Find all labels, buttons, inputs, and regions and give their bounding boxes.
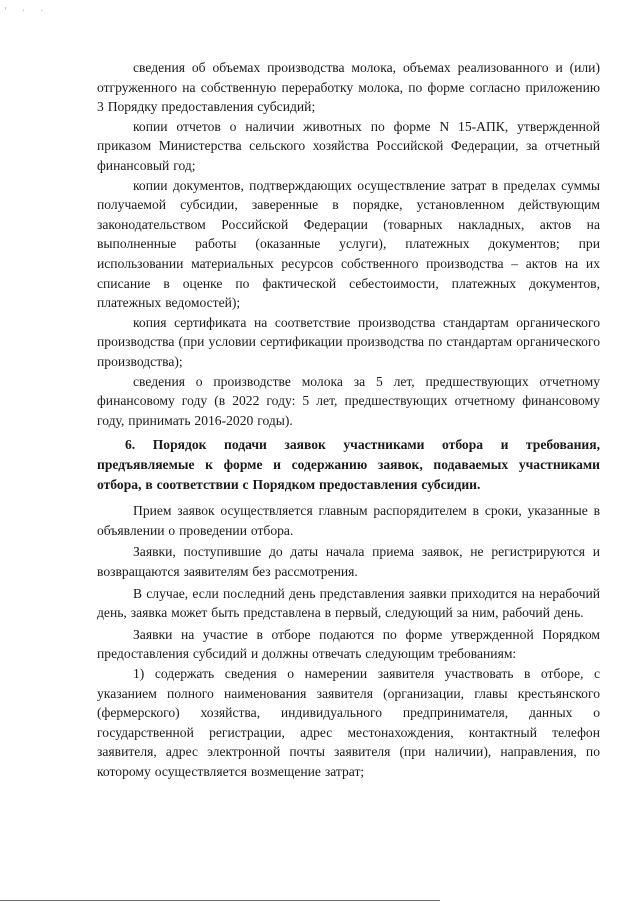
section-heading: 6. Порядок подачи заявок участниками отбора и требования, предъявляемые к форме и содержанию заявок, подаваемых участниками отбора, в соответствии с Порядком предоставления субсидии. [97, 437, 600, 493]
paragraph-non-working-day: В случае, если последний день представления заявки приходится на нерабочий день, заявка может быть представлена в первый, следующий за ним, рабочий день. [97, 585, 600, 621]
paragraph-early-applications: Заявки, поступившие до даты начала приема заявок, не регистрируются и возвращаются заявителям без рассмотрения. [97, 544, 600, 580]
list-item-milk-production-history: сведения о производстве молока за 5 лет, предшествующих отчетному финансовому году (в 2022 году: 5 лет, предшествующих отчетному финансовому году, принимать 2016-2020 годы). [97, 373, 600, 428]
list-item-milk-volumes: сведения об объемах производства молока, объемах реализованного и (или) отгруженного на собственную переработку молока, по форме согласно приложению 3 Порядку предоставления субсидий; [97, 60, 600, 115]
list-item-animal-reports: копии отчетов о наличии животных по форме N 15-АПК, утвержденной приказом Министерства сельского хозяйства Российской Федерации, за отчетный финансовый год; [97, 118, 600, 173]
footer-divider [0, 900, 440, 901]
scan-artifact-marks: ' · · [4, 6, 50, 17]
paragraph-application-form: Заявки на участие в отборе подаются по форме утвержденной Порядком предоставления субсидий и должны отвечать следующим требованиям: [97, 626, 600, 662]
list-item-expense-documents: копии документов, подтверждающих осуществление затрат в пределах суммы получаемой субсидии, заверенные в порядке, установленном действующим законодательством Российской Федерации (товарных накладных, актов на выполненные работы (оказанные услуги), платежных документов; при использовании материальных ресурсов собственного производства – актов на их списание в оценке по фактической себестоимости, платежных документов, платежных ведомостей); [97, 177, 600, 311]
document-page [97, 58, 600, 782]
list-item-organic-certificate: копия сертификата на соответствие производства стандартам органического производства (при условии сертификации производства по стандартам органического производства); [97, 314, 600, 369]
requirement-item-1: 1) содержать сведения о намерении заявителя участвовать в отборе, с указанием полного наименования заявителя (организации, главы крестьянского (фермерского) хозяйства, индивидуального предпринимателя, данных о государственной регистрации, адрес местонахождения, контактный телефон заявителя, адрес электронной почты заявителя (при наличии), направления, по которому осуществляется возмещение затрат; [97, 666, 600, 779]
paragraph-application-intake: Прием заявок осуществляется главным распорядителем в сроки, указанные в объявлении о проведении отбора. [97, 503, 600, 538]
